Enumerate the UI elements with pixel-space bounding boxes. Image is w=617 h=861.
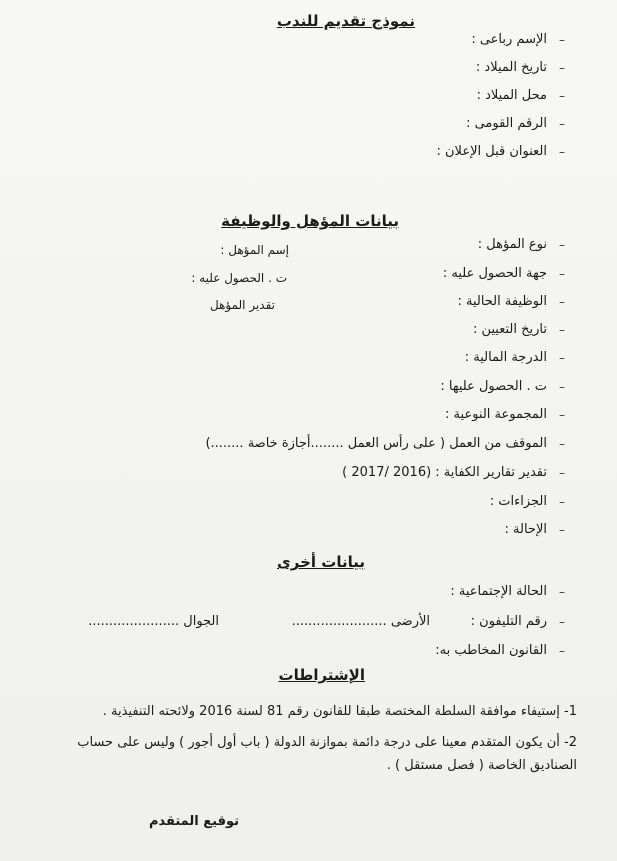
field-efficiency-reports [342,465,565,480]
field-financial-grade [465,350,565,365]
field-work-status [205,436,565,451]
bullet-dash: – [559,60,565,75]
field-label: رقم التليفون : [470,614,547,629]
field-phone [471,614,565,629]
field-qualification-name: إسم المؤهل : [220,243,289,257]
field-label: الوظيفة الحالية : [457,294,547,309]
field-job-group [445,407,565,422]
conditions-section-title: الإشتراطات [278,666,365,684]
bullet-dash: – [559,522,565,537]
field-qualification-type [478,237,565,252]
bullet-dash: – [559,436,565,451]
field-label: الموقف من العمل ( على رأس العمل ........أجازة خاصة ........) [205,436,547,451]
bullet-dash: – [559,144,565,159]
bullet-dash: – [559,643,565,658]
bullet-dash: – [559,584,565,599]
field-label: القانون المخاطب به: [435,643,547,658]
field-qualification-grade: تقدير المؤهل [209,298,275,312]
field-grade-date [440,379,565,394]
bullet-dash: – [559,407,565,422]
field-label: محل الميلاد : [476,88,547,103]
bullet-dash: – [559,32,565,47]
field-qualification-date: ت . الحصول عليه : [191,271,287,285]
bullet-dash: – [559,266,565,281]
field-national-id [466,116,565,131]
form-title: نموذج تقديم للندب [276,12,415,30]
field-referral [505,522,565,537]
field-label: الرقم القومى : [466,116,547,131]
field-issuing-body [443,266,565,281]
qualification-section-title: بيانات المؤهل والوظيفة [221,212,399,230]
field-penalties [490,494,565,509]
bullet-dash: – [559,379,565,394]
field-marital-status [450,584,565,599]
field-label: الإحالة : [504,522,547,537]
field-applicable-law [435,643,565,658]
bullet-dash: – [559,614,565,629]
field-label: جهة الحصول عليه : [442,266,547,281]
field-label: تقدير تقارير الكفاية : (2016 /2017 ) [342,465,547,480]
bullet-dash: – [559,494,565,509]
field-phone-mobile: الجوال ...................... [88,614,219,629]
field-address [437,144,566,159]
bullet-dash: – [559,237,565,252]
field-label: الجزاءات : [489,494,547,509]
field-label: العنوان قبل الإعلان : [436,144,547,159]
bullet-dash: – [559,322,565,337]
condition-item-1: 1- إستيفاء موافقة السلطة المختصة طبقا للقانون رقم 81 لسنة 2016 ولائحته التنفيذية . [102,704,577,719]
field-birth-place [477,88,565,103]
field-label: تاريخ التعيين : [472,322,547,337]
field-full-name [471,32,565,47]
field-birth-date [476,60,565,75]
bullet-dash: – [559,294,565,309]
field-label: الدرجة المالية : [464,350,547,365]
field-label: ت . الحصول عليها : [440,379,547,394]
condition-item-2: 2- أن يكون المتقدم معينا على درجة دائمة بموازنة الدولة ( باب أول أجور ) وليس على حساب الصناديق الخاصة ( فصل مستقل ) . [77,735,577,773]
field-label: الإسم رباعى : [471,32,547,47]
field-label: المجموعة النوعية : [445,407,547,422]
field-phone-landline: الأرضى ....................... [291,614,430,629]
bullet-dash: – [559,350,565,365]
bullet-dash: – [559,88,565,103]
field-current-job [457,294,565,309]
bullet-dash: – [559,465,565,480]
field-label: نوع المؤهل : [477,237,547,252]
applicant-signature-label: توقيع المتقدم [148,814,239,829]
bullet-dash: – [559,116,565,131]
field-label: الحالة الإجتماعية : [450,584,547,599]
field-label: تاريخ الميلاد : [475,60,547,75]
field-appointment-date [473,322,565,337]
other-section-title: بيانات أخرى [277,553,365,571]
